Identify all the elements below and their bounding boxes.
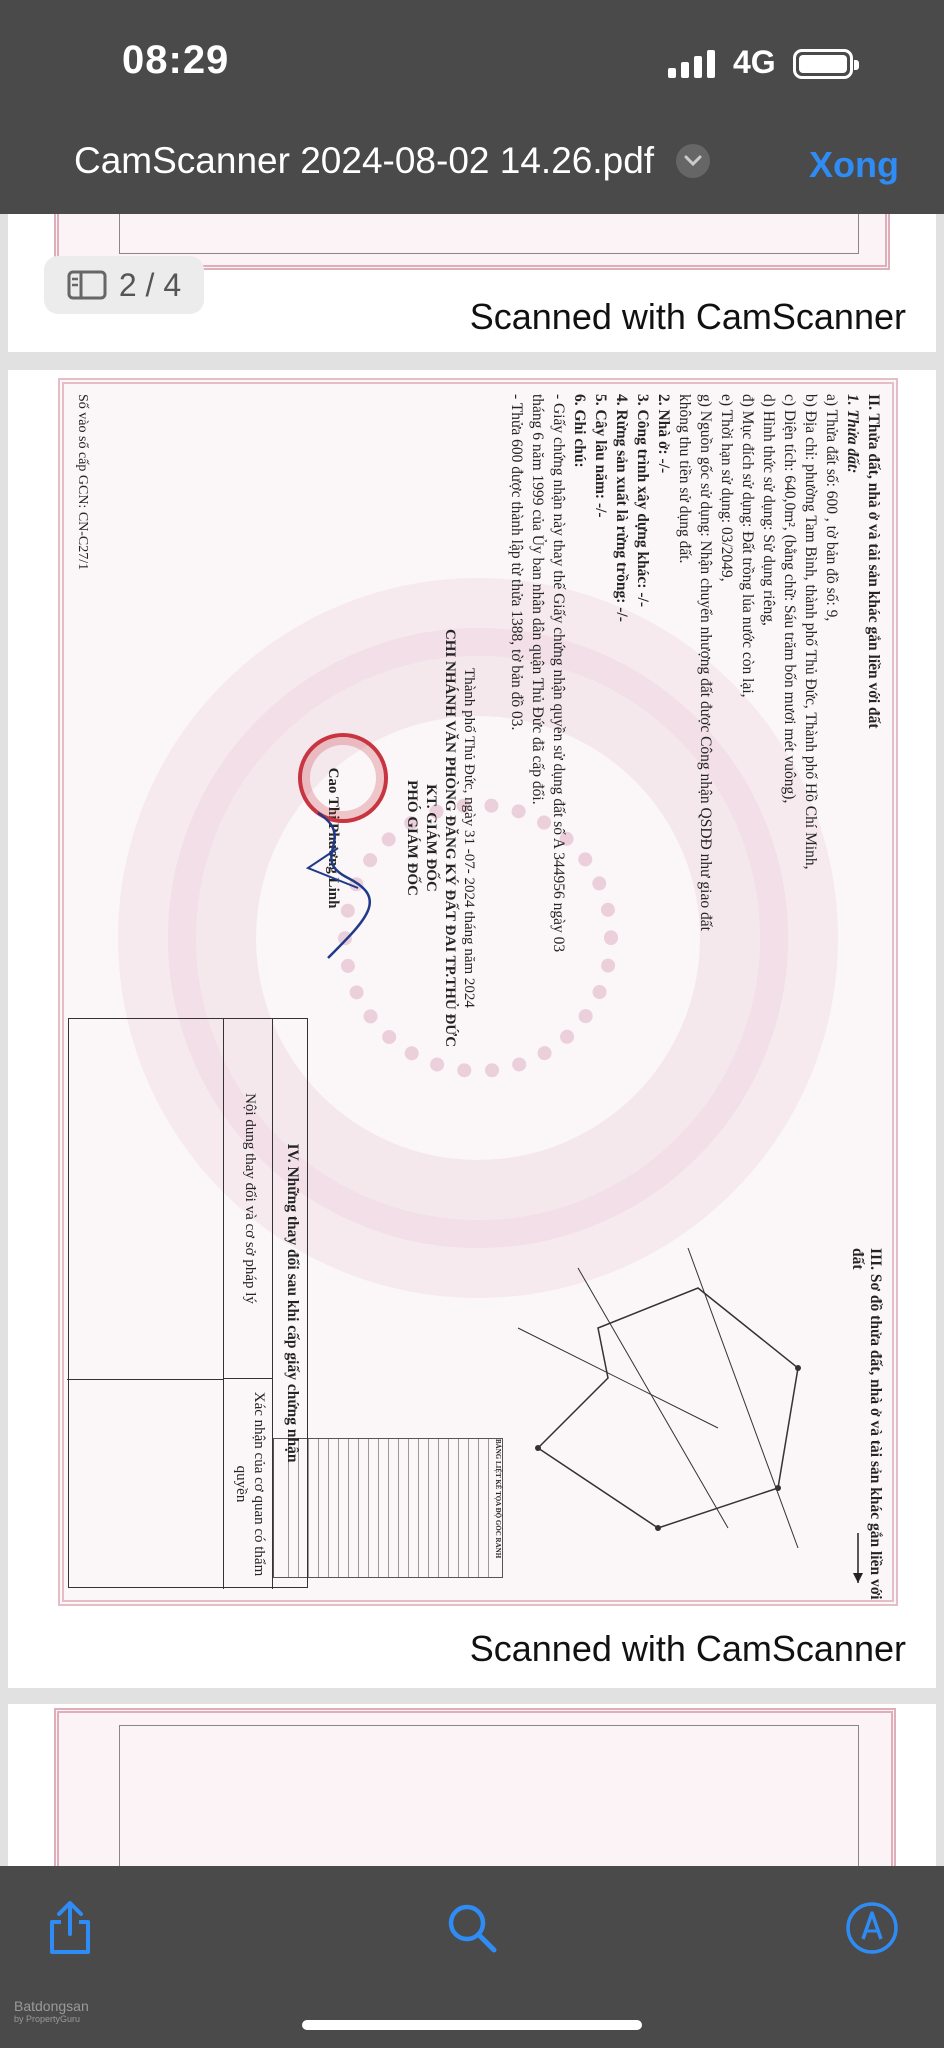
usage-purpose: đ) Mục đích sử dụng: Đất trồng lúa nước còn lại,	[739, 394, 756, 698]
certificate-scan	[58, 378, 898, 1606]
certificate-border	[54, 1708, 896, 1866]
search-button[interactable]	[442, 1898, 502, 1958]
section-2	[506, 394, 884, 1034]
top-bar	[0, 0, 944, 214]
usage-form: d) Hình thức sử dụng: Sử dụng riêng,	[760, 394, 777, 626]
north-arrow-icon	[838, 1528, 878, 1588]
document-title: CamScanner 2024-08-02 14.26.pdf	[74, 140, 655, 181]
scan-caption: Scanned with CamScanner	[469, 296, 906, 337]
done-button[interactable]: Xong	[809, 144, 899, 185]
notes-title: 6. Ghi chú:	[571, 394, 588, 468]
scan-caption: Scanned with CamScanner	[469, 1628, 906, 1669]
watermark-sub: by PropertyGuru	[14, 2014, 81, 2024]
batdongsan-watermark	[14, 1998, 89, 2024]
diagram-title: III. Sơ đồ thửa đất, nhà ở và tài sản khác gắn liền với đất	[849, 1248, 884, 1600]
origin-line-1: g) Nguồn gốc sử dụng: Nhận chuyển nhượng đất được Công nhận QSDĐ như giao đất	[697, 394, 714, 931]
markup-button[interactable]	[842, 1898, 902, 1958]
changes-title: IV. Những thay đổi sau khi cấp giấy chứng nhận	[284, 1143, 301, 1463]
pdf-page-3	[8, 1704, 936, 1866]
area-line: c) Diện tích: 640,0m², (bằng chữ: Sáu trăm bốn mươi mét vuông),	[781, 394, 798, 804]
markup-pen-icon	[845, 1901, 899, 1955]
changes-column-confirm: Xác nhận của cơ quan có thẩm quyền	[223, 1379, 273, 1589]
changes-table	[68, 1018, 308, 1588]
share-icon	[46, 1900, 94, 1956]
watermark-brand: Batdongsan	[14, 1998, 89, 2014]
parcel-line: a) Thửa đất số: 600 , tờ bản đồ số: 9,	[823, 394, 840, 622]
battery-icon	[793, 49, 853, 79]
office-line: CHI NHÁNH VĂN PHÒNG ĐĂNG KÝ ĐẤT ĐAI TP.THỦ ĐỨC	[442, 628, 458, 1048]
network-type: 4G	[733, 44, 776, 80]
chevron-down-icon	[676, 144, 710, 178]
usage-term: e) Thời hạn sử dụng: 03/2049,	[718, 394, 735, 582]
deputy-line: PHÓ GIÁM ĐỐC	[404, 780, 420, 896]
changes-divider	[67, 1379, 223, 1380]
signer-name: Cao Thị Phương Linh	[325, 767, 341, 909]
page-indicator	[44, 256, 204, 314]
house-line: 2. Nhà ở: -/-	[655, 394, 672, 474]
certificate-content	[58, 378, 898, 1606]
changes-column-content: Nội dung thay đổi và cơ sở pháp lý	[223, 1019, 273, 1379]
note-1-line-2: tháng 6 năm 1999 của Ủy ban nhân dân quận Thủ Đức đã cấp đổi.	[529, 394, 546, 805]
note-2: - Thửa 600 được thành lập từ thửa 1388, tờ bản đồ 03.	[508, 394, 525, 731]
signature-icon	[298, 808, 378, 968]
land-label: 1. Thửa đất:	[844, 394, 861, 474]
address-line: b) Địa chỉ: phường Tam Bình, thành phố Thủ Đức, Thành phố Hồ Chí Minh,	[802, 394, 819, 870]
status-time: 08:29	[122, 38, 230, 82]
kt-line: KT. GIÁM ĐỐC	[423, 784, 439, 892]
document-title-menu[interactable]	[74, 140, 710, 182]
coord-table-title: BẢNG LIỆT KÊ TỌA ĐỘ GÓC RANH	[488, 1439, 502, 1577]
construction-line: 3. Công trình xây dựng khác: -/-	[634, 394, 651, 607]
share-button[interactable]	[40, 1898, 100, 1958]
cellular-signal-icon	[668, 50, 720, 78]
section2-title: II. Thửa đất, nhà ở và tài sản khác gắn liền với đất	[865, 394, 882, 729]
gcn-number: Số vào sổ cấp GCN: CN-C27/1	[75, 394, 90, 571]
date-line: Thành phố Thủ Đức, ngày 31 -07- 2024 tháng năm 2024	[461, 668, 477, 1008]
land-plot-diagram	[508, 1228, 838, 1568]
note-1-line-1: - Giấy chứng nhận này thay thế Giấy chứng nhận quyền sử dụng đất số A 344956 ngày 03	[550, 394, 567, 953]
forest-line: 4. Rừng sản xuất là rừng trồng: -/-	[613, 394, 630, 622]
search-icon	[446, 1902, 498, 1954]
perennial-line: 5. Cây lâu năm: -/-	[592, 394, 609, 518]
origin-line-2: không thu tiền sử dụng đất.	[676, 394, 693, 564]
home-indicator[interactable]	[302, 2020, 642, 2030]
page-indicator-text: 2 / 4	[118, 266, 182, 303]
pdf-page-2	[8, 370, 936, 1688]
sidebar-icon	[67, 270, 107, 300]
